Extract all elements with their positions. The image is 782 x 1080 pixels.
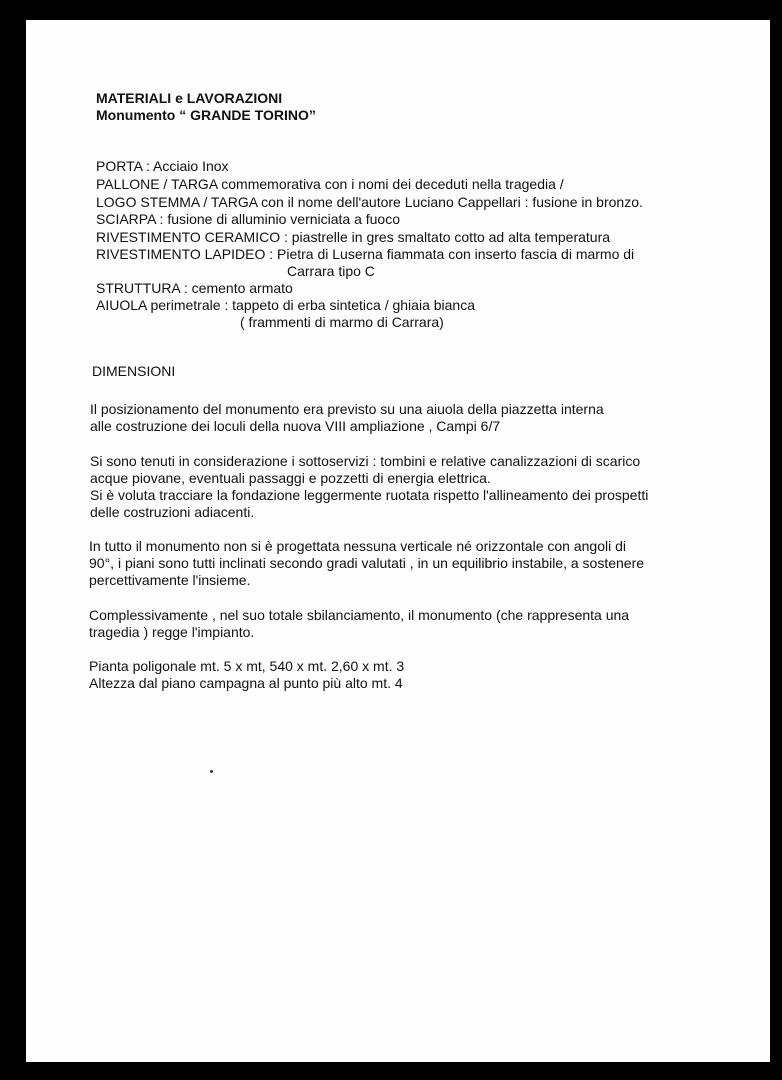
material-line: STRUTTURA : cemento armato [96, 280, 293, 296]
material-line: PALLONE / TARGA commemorativa con i nomi dei deceduti nella tragedia / [96, 176, 564, 192]
material-line: RIVESTIMENTO LAPIDEO : Pietra di Luserna fiammata con inserto fascia di marmo di [96, 246, 635, 262]
dimensions-line: Si è voluta tracciare la fondazione leggermente ruotata rispetto l'allineamento dei prospetti [90, 487, 649, 503]
material-line: RIVESTIMENTO CERAMICO : piastrelle in gres smaltato cotto ad alta temperatura [96, 229, 611, 245]
ink-speck [210, 770, 213, 773]
dimensions-line: Si sono tenuti in considerazione i sottoservizi : tombini e relative canalizzazioni di scarico [90, 453, 641, 469]
document-page [26, 20, 770, 1062]
material-line: SCIARPA : fusione di alluminio verniciata a fuoco [96, 211, 401, 227]
material-line: Carrara tipo C [287, 263, 375, 279]
document-subtitle: Monumento “ GRANDE TORINO” [96, 107, 316, 123]
dimensions-line: Il posizionamento del monumento era previsto su una aiuola della piazzetta interna [90, 401, 604, 417]
dimensions-line: acque piovane, eventuali passaggi e pozzetti di energia elettrica. [90, 470, 491, 486]
material-line: AIUOLA perimetrale : tappeto di erba sintetica / ghiaia bianca [96, 297, 475, 313]
material-line: LOGO STEMMA / TARGA con il nome dell'autore Luciano Cappellari : fusione in bronzo. [96, 194, 643, 210]
dimensions-line: Altezza dal piano campagna al punto più alto mt. 4 [89, 675, 403, 691]
dimensions-line: alle costruzione dei loculi della nuova VIII ampliazione , Campi 6/7 [90, 418, 501, 434]
dimensions-line: Complessivamente , nel suo totale sbilanciamento, il monumento (che rappresenta una [89, 607, 630, 623]
dimensions-line: In tutto il monumento non si è progettata nessuna verticale né orizzontale con angoli di [89, 538, 626, 554]
dimensions-line: percettivamente l'insieme. [89, 572, 251, 588]
dimensions-line: 90°, i piani sono tutti inclinati secondo gradi valutati , in un equilibrio instabile, a sostenere [89, 555, 645, 571]
dimensions-line: tragedia ) regge l'impianto. [89, 624, 255, 640]
document-title: MATERIALI e LAVORAZIONI [96, 90, 283, 106]
dimensions-heading: DIMENSIONI [92, 363, 176, 379]
material-line: ( frammenti di marmo di Carrara) [240, 314, 444, 330]
dimensions-line: delle costruzioni adiacenti. [90, 504, 255, 520]
material-line: PORTA : Acciaio Inox [96, 158, 229, 174]
dimensions-line: Pianta poligonale mt. 5 x mt, 540 x mt. 2,60 x mt. 3 [89, 658, 405, 674]
